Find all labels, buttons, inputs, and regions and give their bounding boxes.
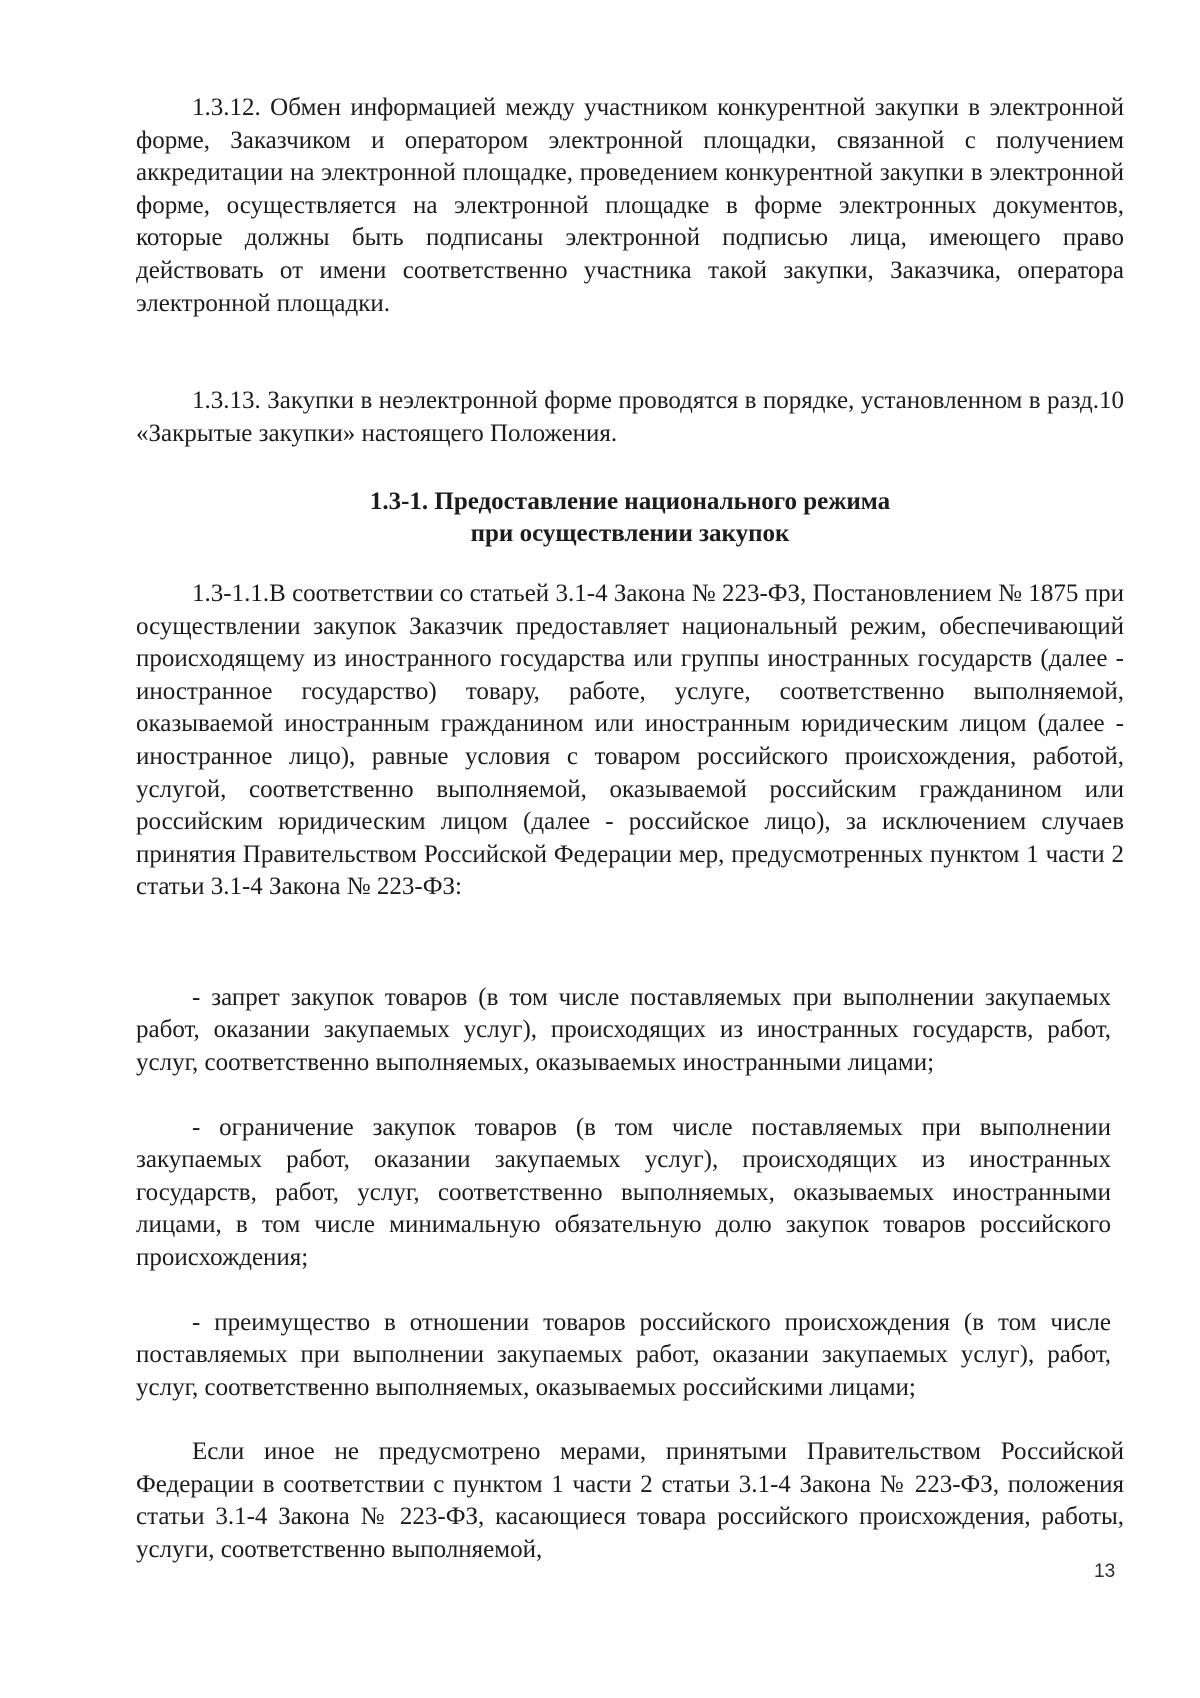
paragraph-final: Если иное не предусмотрено мерами, принятыми Правительством Российской Федерации в соответствии с пунктом 1 части 2 статьи 3.1-4 Закона № 223-ФЗ, положения статьи 3.1-4 Закона № 223-ФЗ, касающиеся товара российского происхождения, работы, услуги, соответственно выполняемой, — [136, 1438, 1124, 1563]
page-number: 13 — [1094, 1561, 1116, 1582]
list-item-ban: - запрет закупок товаров (в том числе поставляемых при выполнении закупаемых работ, оказании закупаемых услуг), происходящих из иностранных государств, работ, услуг, соответственно выполняемых, оказываемых иностранными лицами; — [136, 984, 1111, 1076]
section-heading — [136, 486, 1124, 550]
paragraph-1-3-13: 1.3.13. Закупки в неэлектронной форме проводятся в порядке, установленном в разд.10 «Закрытые закупки» настоящего Положения. — [136, 387, 1124, 447]
list-item-restriction: - ограничение закупок товаров (в том числе поставляемых при выполнении закупаемых работ, оказании закупаемых услуг), происходящих из иностранных государств, работ, услуг, соответственно выполняемых, оказываемых иностранными лицами, в том числе минимальную обязательную долю закупок товаров российского происхождения; — [136, 1114, 1111, 1271]
paragraph-1-3-1-1: 1.3-1.1.В соответствии со статьей 3.1-4 Закона № 223-ФЗ, Постановлением № 1875 при осуществлении закупок Заказчик предоставляет национальный режим, обеспечивающий происходящему из иностранного государства или группы иностранных государств (далее - иностранное государство) товару, работе, услуге, соответственно выполняемой, оказываемой иностранным гражданином или иностранным юридическим лицом (далее - иностранное лицо), равные условия с товаром российского происхождения, работой, услугой, соответственно выполняемой, оказываемой российским гражданином или российским юридическим лицом (далее - российское лицо), за исключением случаев принятия Правительством Российской Федерации мер, предусмотренных пунктом 1 части 2 статьи 3.1-4 Закона № 223-ФЗ: — [136, 580, 1124, 901]
list-item-advantage: - преимущество в отношении товаров российского происхождения (в том числе поставляемых при выполнении закупаемых работ, оказании закупаемых услуг), работ, услуг, соответственно выполняемых, оказываемых российскими лицами; — [136, 1309, 1111, 1401]
section-heading-line-1: 1.3-1. Предоставление национального режима — [369, 488, 891, 515]
section-heading-line-2: при осуществлении закупок — [470, 520, 790, 547]
paragraph-1-3-12: 1.3.12. Обмен информацией между участником конкурентной закупки в электронной форме, Заказчиком и оператором электронной площадки, связанной с получением аккредитации на электронной площадке, проведением конкурентной закупки в электронной форме, осуществляется на электронной площадке в форме электронных документов, которые должны быть подписаны электронной подписью лица, имеющего право действовать от имени соответственно участника такой закупки, Заказчика, оператора электронной площадки. — [136, 94, 1124, 317]
